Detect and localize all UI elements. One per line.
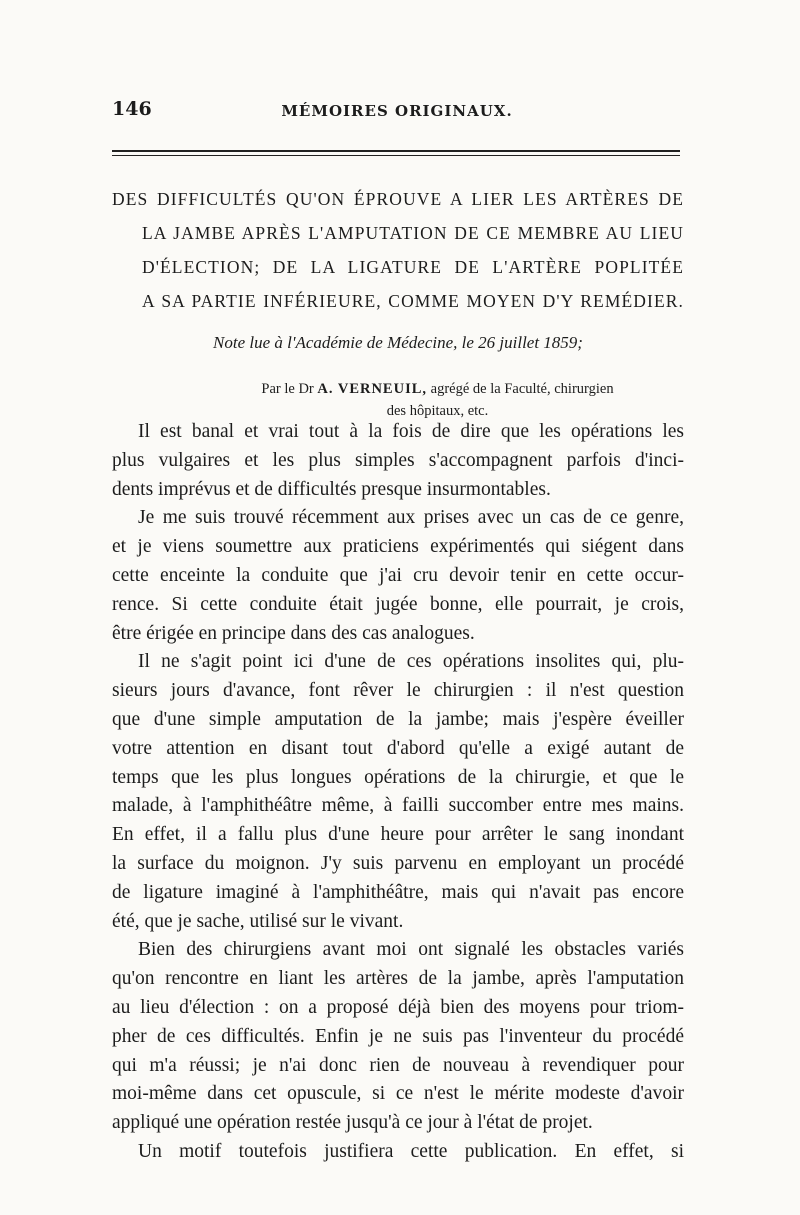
byline	[190, 378, 685, 422]
text-line: appliqué une opération restée jusqu'à ce jour à l'état de projet.	[112, 1112, 593, 1134]
text-line: été, que je sache, utilisé sur le vivant.	[112, 910, 404, 932]
text-line: de ligature imaginé à l'amphithéâtre, mais qui n'avait pas encore	[112, 881, 684, 903]
author-title: agrégé de la Faculté, chirurgien	[430, 381, 614, 397]
text-line: que d'une simple amputation de la jambe; mais j'espère éveiller	[112, 708, 684, 730]
presentation-note: Note lue à l'Académie de Médecine, le 26 juillet 1859;	[213, 333, 583, 352]
text-line: plus vulgaires et les plus simples s'accompagnent parfois d'inci-	[112, 449, 684, 471]
running-title: MÉMOIRES ORIGINAUX.	[281, 102, 513, 120]
text-line: malade, à l'amphithéâtre même, à failli succomber entre mes mains.	[112, 795, 684, 817]
text-line: votre attention en disant tout d'abord qu'elle a exigé autant de	[112, 737, 684, 759]
text-line: qui m'a réussi; je n'ai donc rien de nouveau à revendiquer pour	[112, 1054, 684, 1076]
text-line: au lieu d'élection : on a proposé déjà bien des moyens pour triom-	[112, 996, 684, 1018]
text-line: cette enceinte la conduite que j'ai cru devoir tenir en cette occur-	[112, 564, 684, 586]
article-title	[112, 182, 684, 318]
text-line: rence. Si cette conduite était jugée bonne, elle pourrait, je crois,	[112, 593, 684, 615]
title-line: D'ÉLECTION; DE LA LIGATURE DE L'ARTÈRE POPLITÉE	[142, 257, 684, 277]
running-head	[112, 98, 682, 128]
title-line: DES DIFFICULTÉS QU'ON ÉPROUVE A LIER LES ARTÈRES DE	[112, 189, 684, 209]
text-line: dents imprévus et de difficultés presque insurmontables.	[112, 478, 551, 500]
body-text	[112, 418, 684, 1167]
text-line: Bien des chirurgiens avant moi ont signalé les obstacles variés	[138, 939, 684, 961]
text-line: Il est banal et vrai tout à la fois de dire que les opérations les	[138, 421, 684, 442]
author-title-cont: des hôpitaux, etc.	[386, 403, 489, 419]
text-line: temps que les plus longues opérations de la chirurgie, et que le	[112, 766, 684, 788]
text-line: Il ne s'agit point ici d'une de ces opérations insolites qui, plu-	[138, 651, 684, 673]
byline-prefix: Par le Dr	[261, 381, 314, 397]
header-rule	[112, 150, 680, 152]
text-line: Un motif toutefois justifiera cette publication. En effet, si	[138, 1140, 684, 1162]
text-line: moi-même dans cet opuscule, si ce n'est le mérite modeste d'avoir	[112, 1083, 684, 1105]
text-line: qu'on rencontre en liant les artères de la jambe, après l'amputation	[112, 968, 684, 990]
text-line: sieurs jours d'avance, font rêver le chirurgien : il n'est question	[112, 680, 684, 702]
header-rule-thin	[112, 155, 680, 156]
title-line: LA JAMBE APRÈS L'AMPUTATION DE CE MEMBRE AU LIEU	[142, 223, 684, 243]
text-line: En effet, il a fallu plus d'une heure pour arrêter le sang inondant	[112, 824, 684, 846]
text-line: et je viens soumettre aux praticiens expérimentés qui siégent dans	[112, 536, 684, 558]
title-line: A SA PARTIE INFÉRIEURE, COMME MOYEN D'Y REMÉDIER.	[142, 291, 684, 311]
author-name: A. VERNEUIL,	[317, 381, 428, 397]
text-line: pher de ces difficultés. Enfin je ne suis pas l'inventeur du procédé	[112, 1025, 684, 1047]
text-line: Je me suis trouvé récemment aux prises avec un cas de ce genre,	[138, 507, 684, 529]
text-line: la surface du moignon. J'y suis parvenu en employant un procédé	[112, 852, 684, 874]
text-line: être érigée en principe dans des cas analogues.	[112, 622, 475, 644]
page-number: 146	[112, 98, 152, 120]
